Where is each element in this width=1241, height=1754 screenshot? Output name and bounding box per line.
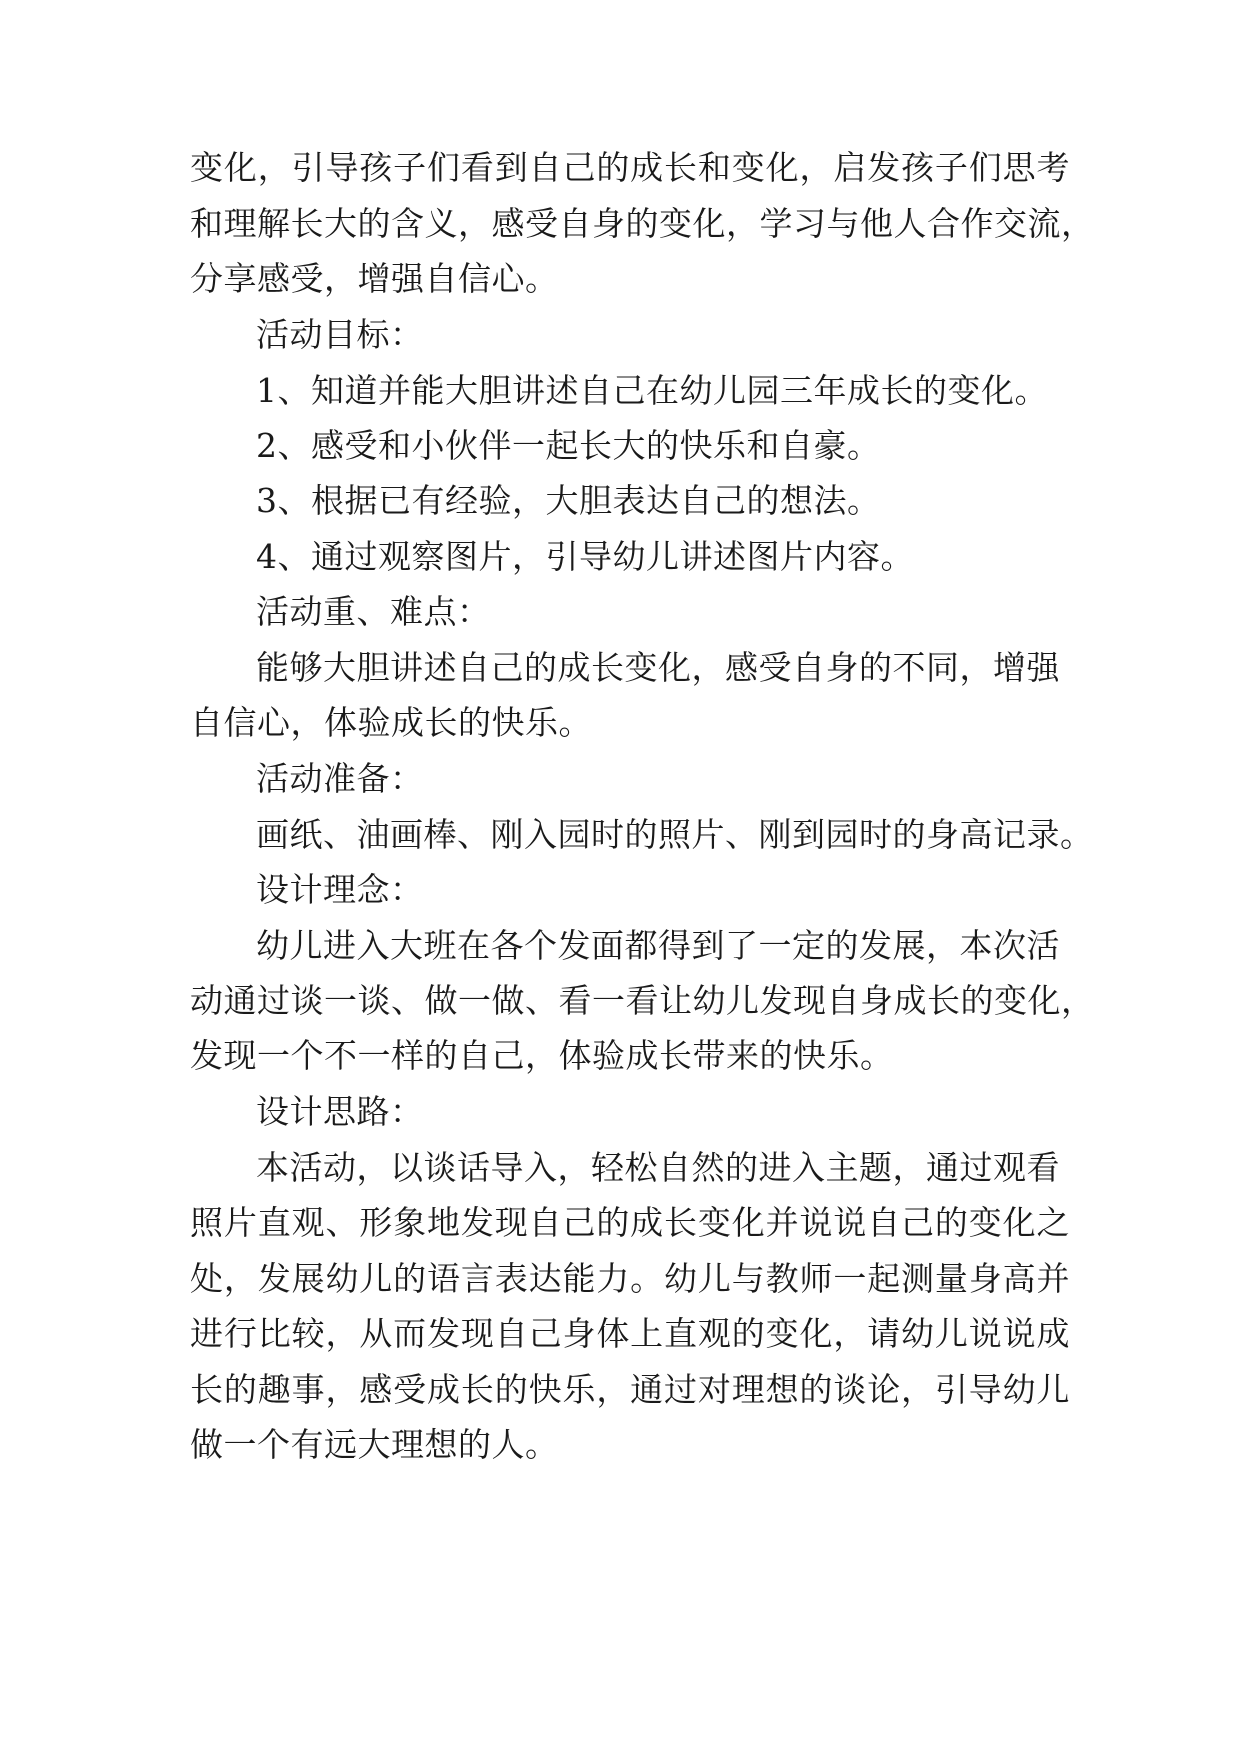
section-heading: 设计理念： xyxy=(256,870,424,909)
section-heading: 活动目标： xyxy=(256,315,424,354)
section-heading: 设计思路： xyxy=(256,1092,424,1131)
text-line: 做一个有远大理想的人。 xyxy=(190,1425,559,1464)
text-line: 长的趣事，感受成长的快乐，通过对理想的谈论，引导幼儿 xyxy=(190,1370,1070,1409)
text-line: 动通过谈一谈、做一做、看一看让幼儿发现自身成长的变化， xyxy=(190,981,1095,1020)
list-item: 2、感受和小伙伴一起长大的快乐和自豪。 xyxy=(256,426,881,465)
section-heading: 活动重、难点： xyxy=(256,592,491,631)
list-item: 1、知道并能大胆讲述自己在幼儿园三年成长的变化。 xyxy=(256,371,1048,410)
text-line: 发现一个不一样的自己，体验成长带来的快乐。 xyxy=(190,1036,894,1075)
list-item: 4、通过观察图片，引导幼儿讲述图片内容。 xyxy=(256,537,914,576)
text-line: 照片直观、形象地发现自己的成长变化并说说自己的变化之 xyxy=(190,1203,1070,1242)
text-line: 本活动，以谈话导入，轻松自然的进入主题，通过观看 xyxy=(256,1148,1060,1187)
text-line: 变化，引导孩子们看到自己的成长和变化，启发孩子们思考 xyxy=(190,148,1070,187)
section-heading: 活动准备： xyxy=(256,759,424,798)
text-line: 进行比较，从而发现自己身体上直观的变化，请幼儿说说成 xyxy=(190,1314,1070,1353)
text-line: 分享感受，增强自信心。 xyxy=(190,259,559,298)
text-line: 处，发展幼儿的语言表达能力。幼儿与教师一起测量身高并 xyxy=(190,1259,1070,1298)
text-line: 能够大胆讲述自己的成长变化，感受自身的不同，增强 xyxy=(256,648,1060,687)
text-line: 幼儿进入大班在各个发面都得到了一定的发展，本次活 xyxy=(256,926,1060,965)
list-item: 3、根据已有经验，大胆表达自己的想法。 xyxy=(256,481,881,520)
text-line: 和理解长大的含义，感受自身的变化，学习与他人合作交流， xyxy=(190,204,1095,243)
text-line: 自信心，体验成长的快乐。 xyxy=(190,703,592,742)
text-line: 画纸、油画棒、刚入园时的照片、刚到园时的身高记录。 xyxy=(256,815,1094,854)
